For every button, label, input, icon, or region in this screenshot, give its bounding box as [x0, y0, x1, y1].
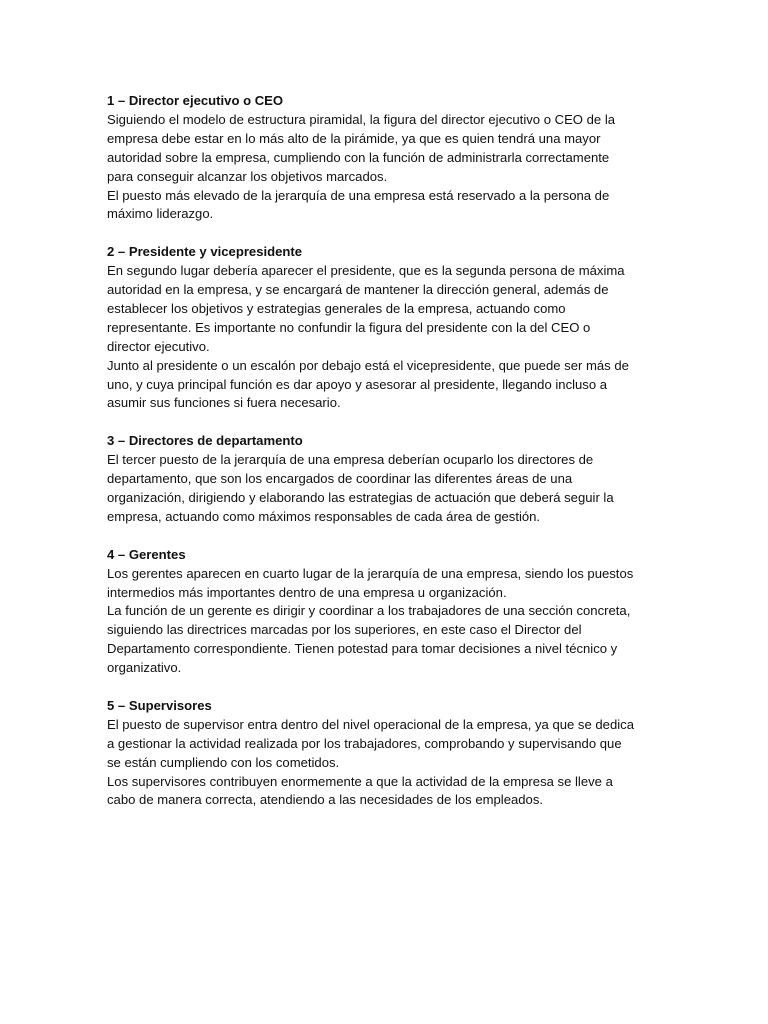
paragraph-line: El puesto más elevado de la jerarquía de una empresa está reservado a la persona de	[107, 187, 610, 203]
paragraph-line: El puesto de supervisor entra dentro del nivel operacional de la empresa, ya que se dedica	[107, 716, 634, 732]
section	[107, 697, 667, 810]
paragraph-line: El tercer puesto de la jerarquía de una empresa deberían ocuparlo los directores de	[107, 452, 594, 468]
paragraph-line: Junto al presidente o un escalón por debajo está el vicepresidente, que puede ser más de	[107, 357, 629, 373]
section	[107, 432, 667, 527]
paragraph-line: empresa debe estar en lo más alto de la pirámide, ya que es quien tendrá una mayor	[107, 130, 601, 146]
paragraph-line: intermedios más importantes dentro de una empresa u organización.	[107, 584, 507, 600]
paragraph-line: organizativo.	[107, 660, 182, 676]
paragraph-line: establecer los objetivos y estrategias generales de la empresa, actuando como	[107, 300, 566, 316]
paragraph-line: a gestionar la actividad realizada por los trabajadores, comprobando y supervisando que	[107, 735, 622, 751]
section-heading: 5 – Supervisores	[107, 697, 212, 713]
section-heading: 4 – Gerentes	[107, 546, 186, 562]
section	[107, 92, 667, 224]
section-heading: 1 – Director ejecutivo o CEO	[107, 93, 284, 108]
paragraph-line: representante. Es importante no confundir la figura del presidente con la del CEO o	[107, 319, 591, 335]
paragraph-line: La función de un gerente es dirigir y coordinar a los trabajadores de una sección concreta,	[107, 603, 631, 619]
section	[107, 546, 667, 678]
paragraph-line: empresa, actuando como máximos responsables de cada área de gestión.	[107, 508, 541, 524]
section-heading: 2 – Presidente y vicepresidente	[107, 244, 303, 260]
paragraph-line: máximo liderazgo.	[107, 206, 214, 222]
paragraph-line: cabo de manera correcta, atendiendo a las necesidades de los empleados.	[107, 792, 544, 808]
paragraph-line: autoridad en la empresa, y se encargará de mantener la dirección general, además de	[107, 282, 609, 298]
paragraph-line: Siguiendo el modelo de estructura piramidal, la figura del director ejecutivo o CEO de la	[107, 111, 616, 127]
paragraph-line: En segundo lugar debería aparecer el presidente, que es la segunda persona de máxima	[107, 263, 625, 279]
paragraph-line: se están cumpliendo con los cometidos.	[107, 754, 340, 770]
paragraph-line: siguiendo las directrices marcadas por los superiores, en este caso el Director del	[107, 622, 582, 638]
paragraph-line: autoridad sobre la empresa, cumpliendo con la función de administrarla correctamente	[107, 149, 610, 165]
paragraph-line: para conseguir alcanzar los objetivos marcados.	[107, 168, 388, 184]
paragraph-line: organización, dirigiendo y elaborando las estrategias de actuación que deberá seguir la	[107, 490, 614, 505]
paragraph-line: departamento, que son los encargados de coordinar las diferentes áreas de una	[107, 471, 573, 487]
paragraph-line: uno, y cuya principal función es dar apoyo y asesorar al presidente, llegando incluso a	[107, 376, 608, 392]
section	[107, 243, 667, 413]
section-heading: 3 – Directores de departamento	[107, 433, 303, 449]
paragraph-line: director ejecutivo.	[107, 338, 210, 354]
document-page	[107, 92, 667, 829]
paragraph-line: Los gerentes aparecen en cuarto lugar de la jerarquía de una empresa, siendo los puestos	[107, 565, 634, 581]
paragraph-line: Los supervisores contribuyen enormemente a que la actividad de la empresa se lleve a	[107, 773, 613, 789]
paragraph-line: Departamento correspondiente. Tienen potestad para tomar decisiones a nivel técnico y	[107, 641, 618, 657]
paragraph-line: asumir sus funciones si fuera necesario.	[107, 395, 341, 411]
